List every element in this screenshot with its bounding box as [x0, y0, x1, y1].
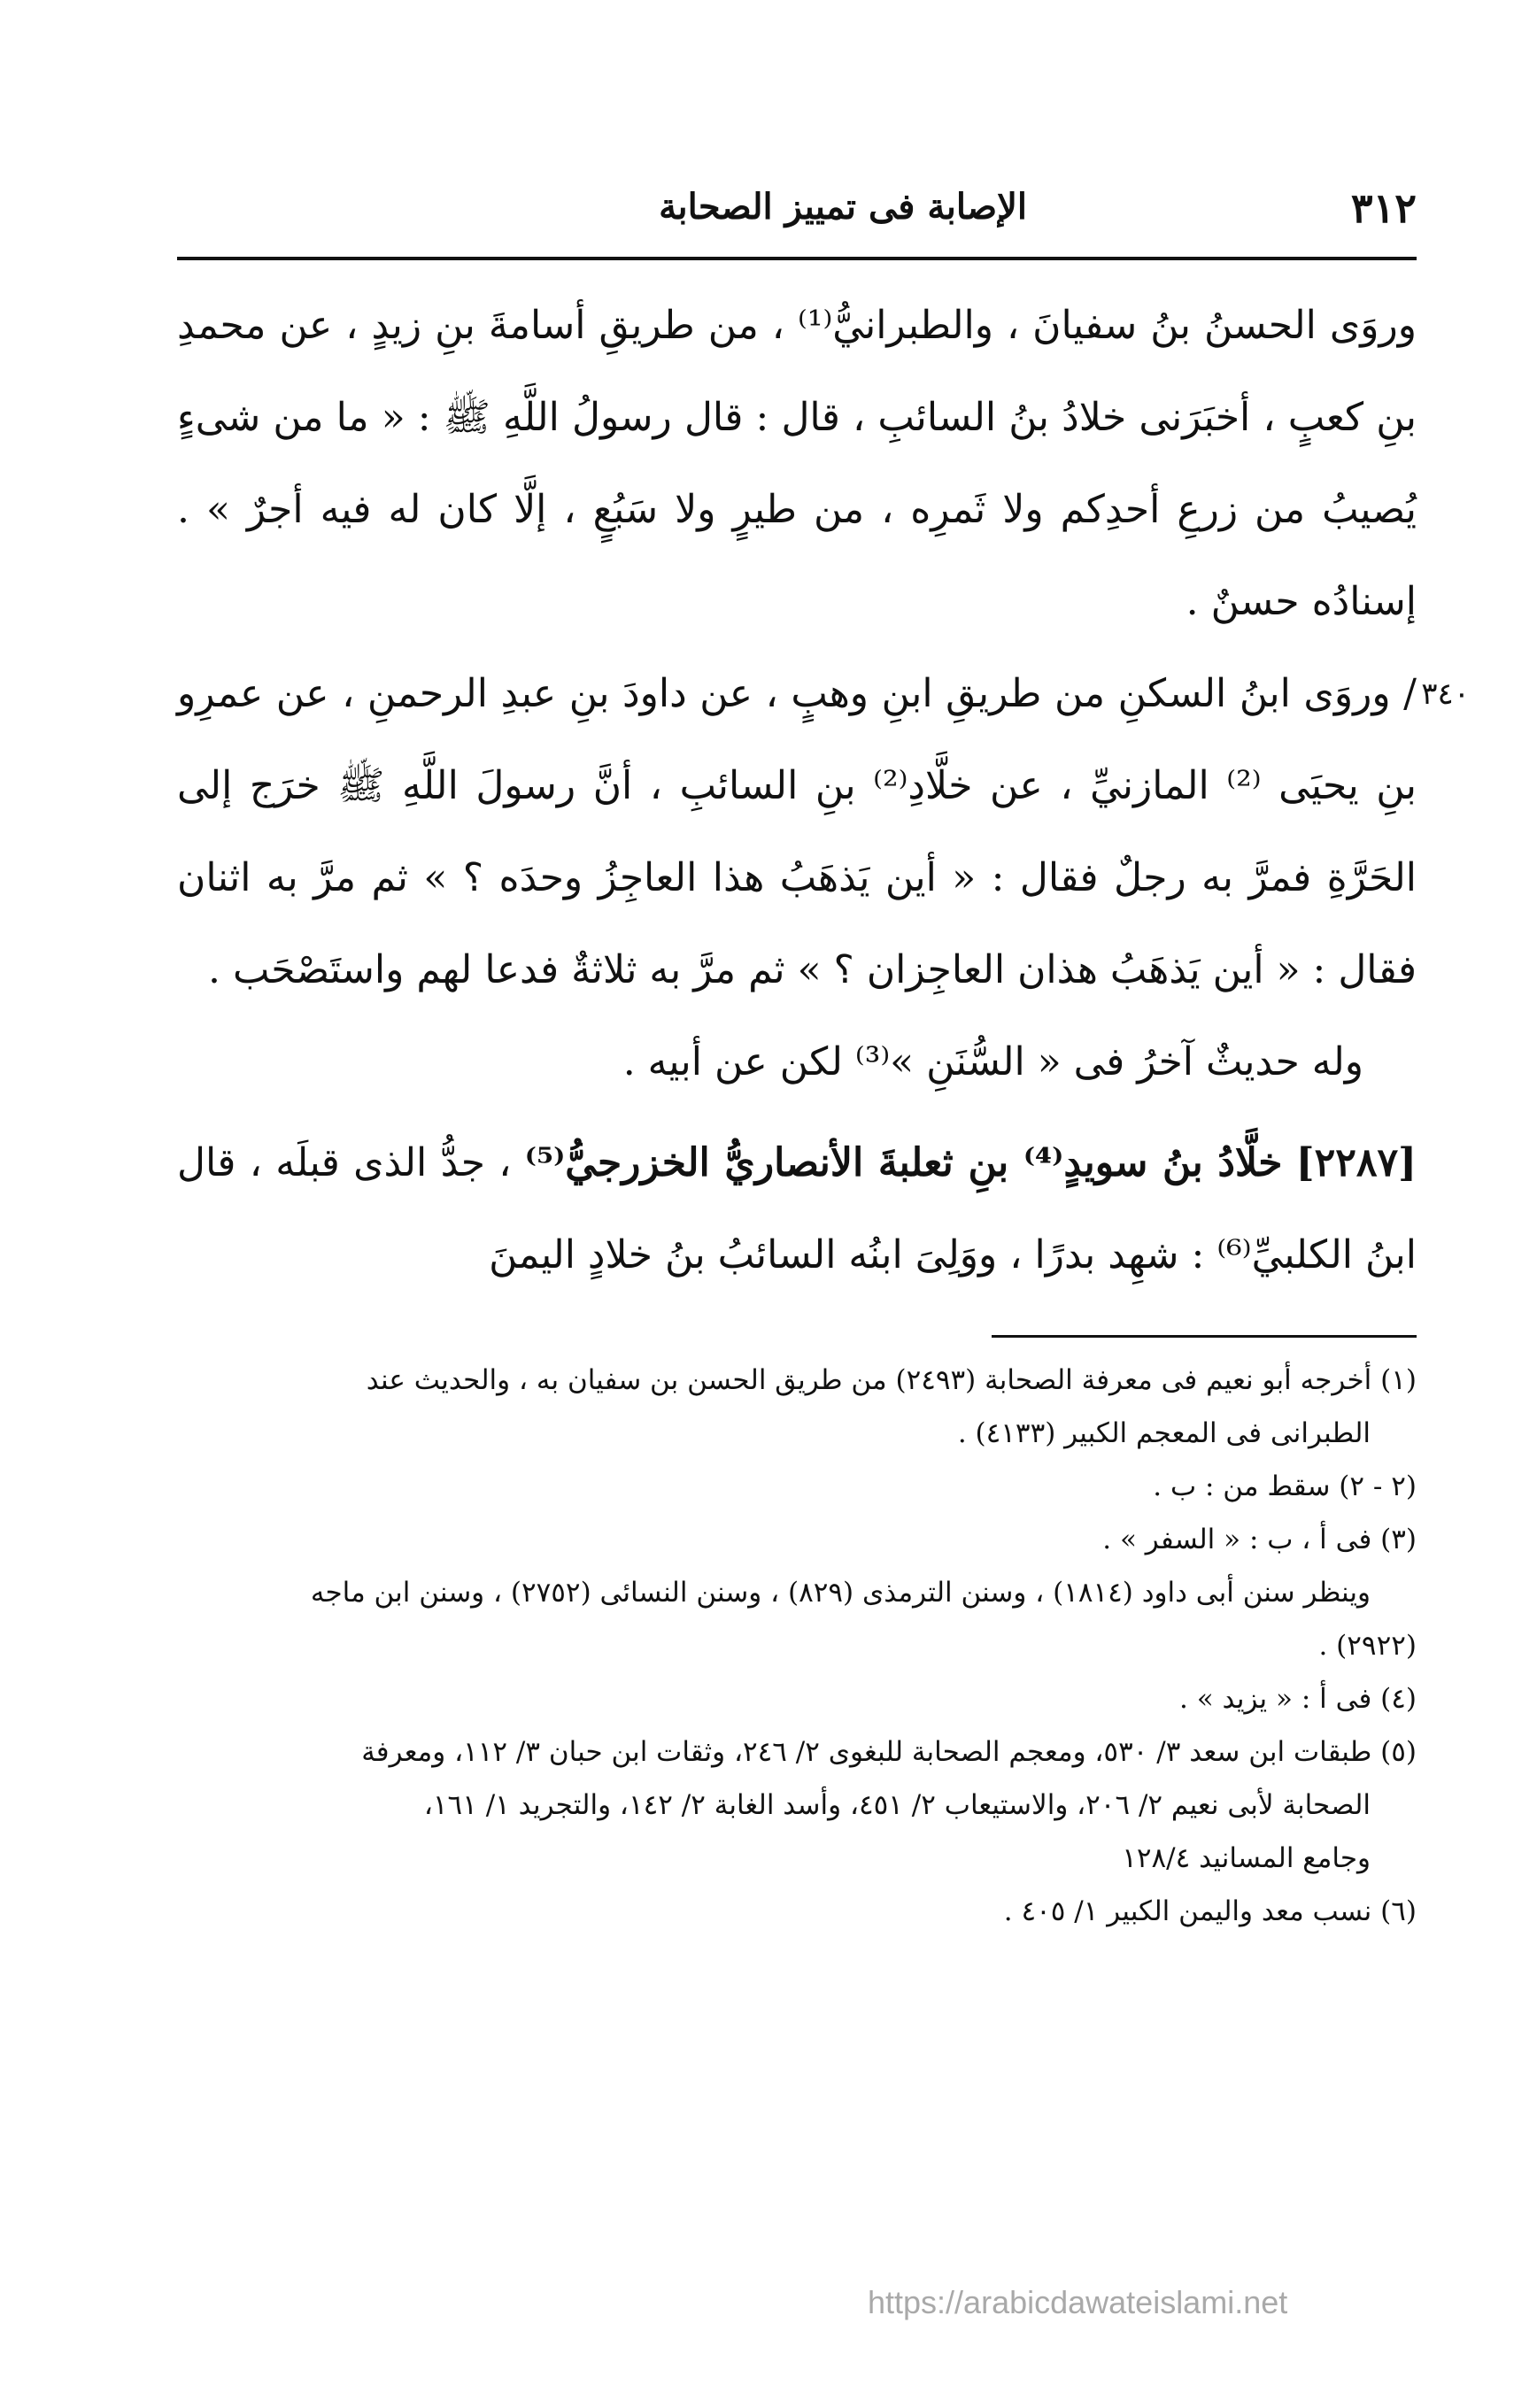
paragraph-2: / وروَى ابنُ السكنِ من طريقِ ابنِ وهبٍ ، عن داودَ بنِ عبدِ الرحمنِ ، عن عمرِو بنِ يحيَى ⁽²⁾ المازنيِّ ، عن خلَّادِ⁽²⁾ بنِ السائبِ ، أنَّ رسولَ اللَّهِ ﷺ خرَج إلى الحَرَّةِ فمرَّ به رجلٌ فقال : « أين يَذهَبُ هذا العاجِزُ وحدَه ؟ » ثم مرَّ به اثنان فقال : « أين يَذهَبُ هذان العاجِزان ؟ » ثم مرَّ به ثلاثةٌ فدعا لهم واستَصْحَب . [177, 671, 1417, 992]
footnote-5-cont-2: وجامع المسانيد ١٢٨/٤ [1122, 1842, 1371, 1874]
main-text [177, 280, 1470, 1301]
footnote-6: (٦) نسب معد واليمن الكبير ١/ ٤٠٥ . [1003, 1895, 1417, 1927]
marginal-page-ref: ٣٤٠ [1421, 676, 1470, 712]
footnote-1: (١) أخرجه أبو نعيم فى معرفة الصحابة (٢٤٩٣) من طريق الحسن بن سفيان به ، والحديث عند [366, 1364, 1417, 1396]
running-title: الإصابة فى تمييز الصحابة [659, 186, 1027, 228]
entry-paragraph [177, 1117, 1417, 1301]
paragraph-3: وله حديثٌ آخرُ فى « السُّنَنِ »⁽³⁾ لكن عن أبيه . [622, 1039, 1363, 1084]
entry-name: خلَّادُ بنُ سويدٍ⁽⁴⁾ بنِ ثعلبةَ الأنصاريُّ الخزرجيُّ⁽⁵⁾ [524, 1140, 1283, 1185]
paragraph-1: وروَى الحسنُ بنُ سفيانَ ، والطبرانيُّ⁽¹⁾ ، من طريقِ أسامةَ بنِ زيدٍ ، عن محمدِ بنِ كعبٍ ، أخبَرَنى خلادُ بنُ السائبِ ، قال : قال رسولُ اللَّهِ ﷺ : « ما من شىءٍ يُصيبُ من زرعِ أحدِكم ولا ثَمرِه ، من طيرٍ ولا سَبُعٍ ، إلَّا كان له فيه أجرٌ » . إسنادُه حسنٌ . [177, 303, 1417, 624]
entry-text: ، جدُّ الذى قبلَه ، قال ابنُ الكلبيِّ⁽⁶⁾ : شهِد بدرًا ، ووَلِىَ ابنُه السائبُ بنُ خلادٍ اليمنَ [177, 1140, 1417, 1277]
footnote-3-note-cont: (٢٩٢٢) . [1318, 1630, 1417, 1662]
book-page [177, 177, 1470, 1938]
footnote-3-note: وينظر سنن أبى داود (١٨١٤) ، وسنن الترمذى (٨٢٩) ، وسنن النسائى (٢٧٥٢) ، وسنن ابن ماجه [310, 1577, 1371, 1609]
footnote-2: (٢ - ٢) سقط من : ب . [1153, 1470, 1417, 1502]
page-header [177, 177, 1417, 257]
header-rule [177, 257, 1417, 260]
footnote-5-cont: الصحابة لأبى نعيم ٢/ ٢٠٦، والاستيعاب ٢/ ٤٥١، وأسد الغابة ٢/ ١٤٢، والتجريد ١/ ١٦١، [423, 1789, 1371, 1821]
watermark-url: https://arabicdawateislami.net [868, 2284, 1288, 2320]
footnotes [177, 1354, 1417, 1938]
footnote-4: (٤) فى أ : « يزيد » . [1179, 1683, 1417, 1715]
entry-number: [٢٢٨٧] [1295, 1140, 1417, 1185]
footnote-1-cont: الطبرانى فى المعجم الكبير (٤١٣٣) . [957, 1417, 1371, 1449]
page-number: ٣١٢ [1350, 184, 1417, 232]
footnote-5: (٥) طبقات ابن سعد ٣/ ٥٣٠، ومعجم الصحابة للبغوى ٢/ ٢٤٦، وثقات ابن حبان ٣/ ١١٢، ومعرفة [361, 1736, 1417, 1768]
footnote-3: (٣) فى أ ، ب : « السفر » . [1102, 1524, 1417, 1555]
footnote-rule [992, 1335, 1417, 1338]
